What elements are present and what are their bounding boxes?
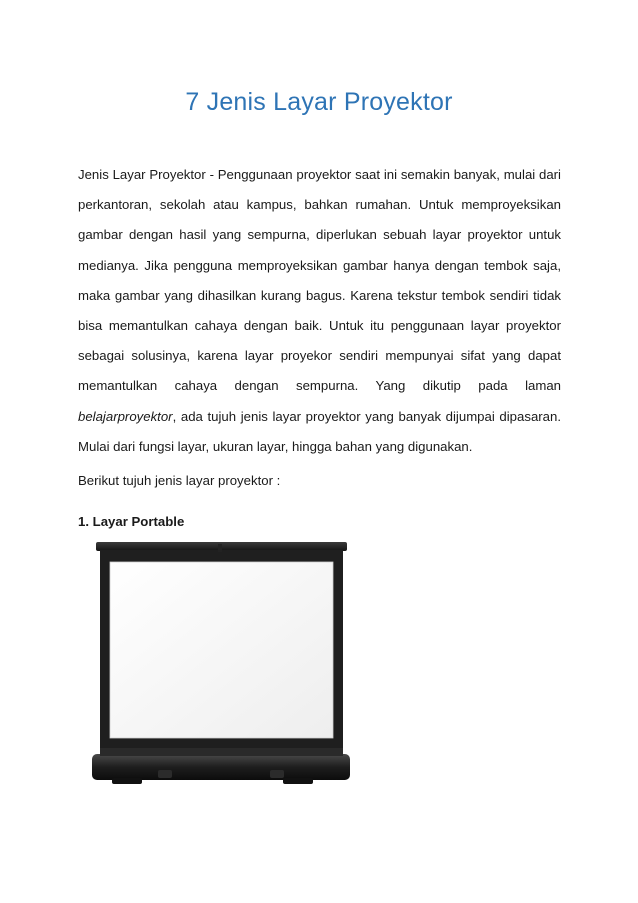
intro-text-after-link: , ada tujuh jenis layar proyektor yang banyak dijumpai dipasaran. Mulai dari fungsi layar, ukuran layar, hingga bahan yang digunakan. bbox=[78, 408, 561, 454]
latch-right bbox=[270, 770, 284, 778]
foot-right bbox=[283, 778, 313, 784]
screen-case bbox=[92, 754, 350, 780]
list-intro-paragraph: Berikut tujuh jenis layar proyektor : bbox=[78, 473, 281, 488]
screen-surface bbox=[110, 562, 333, 738]
latch-left bbox=[158, 770, 172, 778]
intro-text-before-link: Jenis Layar Proyektor - Penggunaan proyektor saat ini semakin banyak, mulai dari perkantoran, sekolah atau kampus, bahkan rumahan. Untuk memproyeksikan gambar dengan hasil yang sempurna, diperlukan sebuah layar proyektor untuk medianya. Jika pengguna memproyeksikan gambar hanya dengan tembok saja, maka gambar yang dihasilkan kurang bagus. Karena tekstur tembok sendiri tidak bisa memantulkan cahaya dengan baik. Untuk itu penggunaan layar proyektor sebagai solusinya, karena layar proyekor sendiri mempunyai sifat yang dapat memantulkan cahaya dengan sempurna. Yang dikutip pada laman bbox=[78, 167, 561, 394]
portable-projector-screen-image bbox=[88, 540, 354, 792]
page-title: 7 Jenis Layar Proyektor bbox=[185, 88, 453, 116]
foot-left bbox=[112, 778, 142, 784]
case-lip bbox=[100, 748, 343, 756]
source-reference: belajarproyektor bbox=[78, 408, 173, 424]
intro-paragraph bbox=[78, 160, 561, 462]
support-post bbox=[218, 544, 222, 552]
section-heading: 1. Layar Portable bbox=[78, 514, 185, 529]
